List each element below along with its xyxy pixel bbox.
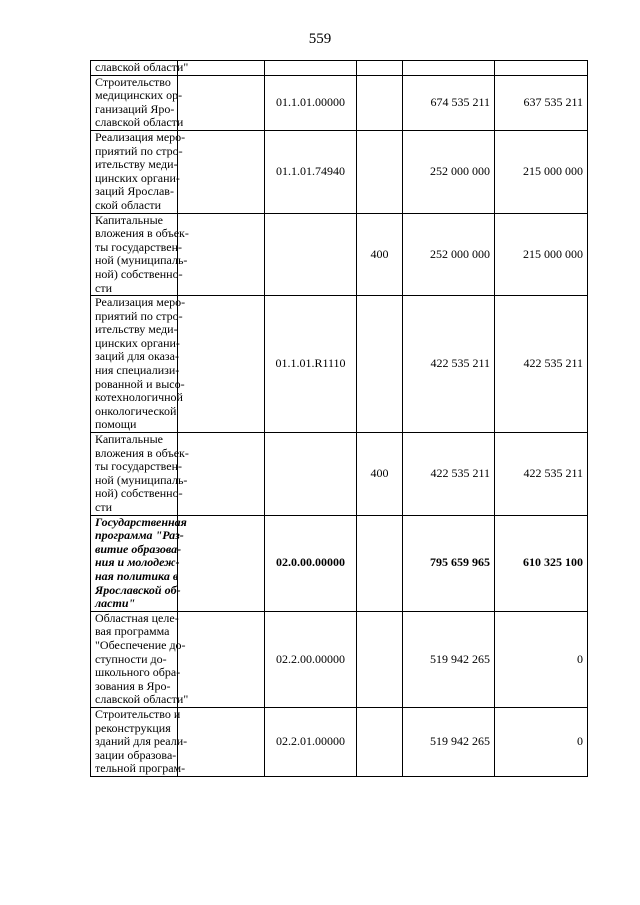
row-name-cell — [91, 60, 189, 76]
row-name-line: ной (муниципаль- — [95, 253, 188, 268]
row-value2-cell: 422 535 211 — [495, 433, 588, 516]
row-name-line: помощи — [95, 417, 137, 432]
row-name-line: ния и молодеж- — [95, 555, 180, 570]
table-row — [91, 130, 588, 213]
row-name-line: цинских органи- — [95, 335, 180, 350]
row-empty-cell — [178, 296, 265, 433]
row-name-line: цинских органи- — [95, 170, 180, 185]
row-name-line: славской области — [95, 115, 184, 130]
table-row — [91, 515, 588, 611]
row-name-line: вложения в объек- — [95, 445, 189, 460]
row-value2-cell: 0 — [495, 611, 588, 707]
row-code-cell: 02.0.00.00000 — [265, 515, 357, 611]
row-name-line: котехнологичной — [95, 390, 183, 405]
row-value2-cell: 422 535 211 — [495, 296, 588, 433]
row-name-cell — [91, 295, 186, 433]
row-type-cell — [357, 75, 403, 130]
row-name-line: ной) собственно- — [95, 266, 183, 281]
row-type-cell — [357, 296, 403, 433]
table-row — [91, 213, 588, 296]
row-value1-cell: 252 000 000 — [403, 130, 495, 213]
row-empty-cell — [178, 213, 265, 296]
row-name-line: сти — [95, 280, 112, 295]
row-name-line: ная политика в — [95, 568, 179, 583]
row-empty-cell — [178, 130, 265, 213]
row-type-cell — [357, 515, 403, 611]
row-name-line: рованной и высо- — [95, 376, 185, 391]
row-name-line: славской области" — [95, 60, 189, 74]
row-type-cell — [357, 61, 403, 76]
table-row — [91, 75, 588, 130]
row-type-cell: 400 — [357, 213, 403, 296]
row-name-line: школьного обра- — [95, 665, 181, 680]
row-name-cell — [91, 706, 188, 776]
row-name-line: заций Ярослав- — [95, 184, 174, 199]
row-name-line: зации образова- — [95, 747, 177, 762]
table-row — [91, 707, 588, 776]
table-row — [91, 433, 588, 516]
row-name-line: ты государствен- — [95, 239, 182, 254]
row-name-line: Строительство — [95, 74, 171, 89]
row-value2-cell: 0 — [495, 707, 588, 776]
row-code-cell — [265, 213, 357, 296]
row-type-cell: 400 — [357, 433, 403, 516]
page-number: 559 — [308, 31, 332, 47]
row-value2-cell: 215 000 000 — [495, 213, 588, 296]
row-name-line: вая программа — [95, 624, 170, 639]
row-name-line: ительству меди- — [95, 322, 178, 337]
row-name-line: Государственная — [95, 514, 187, 529]
row-name-line: ной) собственно- — [95, 486, 183, 501]
row-name-line: Реализация меро- — [95, 129, 186, 144]
row-value1-cell: 674 535 211 — [403, 75, 495, 130]
row-value2-cell — [495, 61, 588, 76]
row-name-line: зования в Яро- — [95, 678, 171, 693]
row-empty-cell — [178, 75, 265, 130]
row-name-line: вложения в объек- — [95, 226, 189, 241]
row-empty-cell — [178, 433, 265, 516]
row-value1-cell — [403, 61, 495, 76]
row-name-line: программа "Раз- — [95, 528, 184, 543]
row-type-cell — [357, 130, 403, 213]
row-type-cell — [357, 707, 403, 776]
row-name-line: ительству меди- — [95, 157, 178, 172]
row-name-line: "Обеспечение до- — [95, 637, 186, 652]
row-name-line: Областная целе- — [95, 610, 179, 625]
row-empty-cell — [178, 611, 265, 707]
row-empty-cell — [178, 61, 265, 76]
row-name-line: ния специализи- — [95, 363, 180, 378]
budget-table — [90, 60, 588, 777]
row-name-line: ганизаций Яро- — [95, 101, 175, 116]
row-code-cell: 02.2.01.00000 — [265, 707, 357, 776]
row-name-line: сти — [95, 500, 112, 514]
row-name-cell — [91, 74, 184, 130]
row-name-line: Реализация меро- — [95, 295, 186, 310]
row-name-line: тельной програм- — [95, 761, 186, 776]
row-name-cell — [91, 610, 189, 707]
row-code-cell: 01.1.01.00000 — [265, 75, 357, 130]
row-value1-cell: 519 942 265 — [403, 707, 495, 776]
row-name-line: витие образова- — [95, 541, 182, 556]
row-value2-cell: 610 325 100 — [495, 515, 588, 611]
row-name-line: приятий по стро- — [95, 143, 183, 158]
row-code-cell: 01.1.01.R1110 — [265, 296, 357, 433]
row-name-line: ской области — [95, 197, 162, 212]
row-name-line: зданий для реали- — [95, 734, 188, 749]
row-empty-cell — [178, 515, 265, 611]
row-value1-cell: 422 535 211 — [403, 296, 495, 433]
row-value1-cell: 519 942 265 — [403, 611, 495, 707]
row-name-line: онкологической — [95, 403, 177, 418]
row-name-line: медицинских ор- — [95, 88, 183, 103]
row-type-cell — [357, 611, 403, 707]
row-name-cell — [91, 514, 187, 611]
row-value2-cell: 637 535 211 — [495, 75, 588, 130]
row-code-cell — [265, 433, 357, 516]
row-empty-cell — [178, 707, 265, 776]
row-value1-cell: 252 000 000 — [403, 213, 495, 296]
row-value1-cell: 795 659 965 — [403, 515, 495, 611]
row-name-cell — [91, 129, 186, 213]
row-name-line: Строительство и — [95, 706, 181, 721]
row-name-line: Ярославской об- — [95, 582, 181, 597]
row-name-line: ты государствен- — [95, 459, 182, 474]
row-code-cell: 01.1.01.74940 — [265, 130, 357, 213]
table-row — [91, 61, 588, 76]
row-code-cell — [265, 61, 357, 76]
row-name-line: Капитальные — [95, 212, 163, 227]
row-name-line: ступности до- — [95, 651, 167, 666]
row-name-line: реконструкция — [95, 720, 171, 735]
table-row — [91, 296, 588, 433]
row-name-line: славской области" — [95, 692, 189, 707]
row-name-line: приятий по стро- — [95, 308, 183, 323]
row-value1-cell: 422 535 211 — [403, 433, 495, 516]
row-name-line: ласти" — [95, 596, 136, 611]
row-name-line: Капитальные — [95, 432, 163, 447]
row-name-line: заций для оказа- — [95, 349, 179, 364]
row-name-line: ной (муниципаль- — [95, 472, 188, 487]
row-name-cell — [91, 432, 189, 516]
row-value2-cell: 215 000 000 — [495, 130, 588, 213]
row-code-cell: 02.2.00.00000 — [265, 611, 357, 707]
row-name-cell — [91, 212, 189, 296]
table-row — [91, 611, 588, 707]
